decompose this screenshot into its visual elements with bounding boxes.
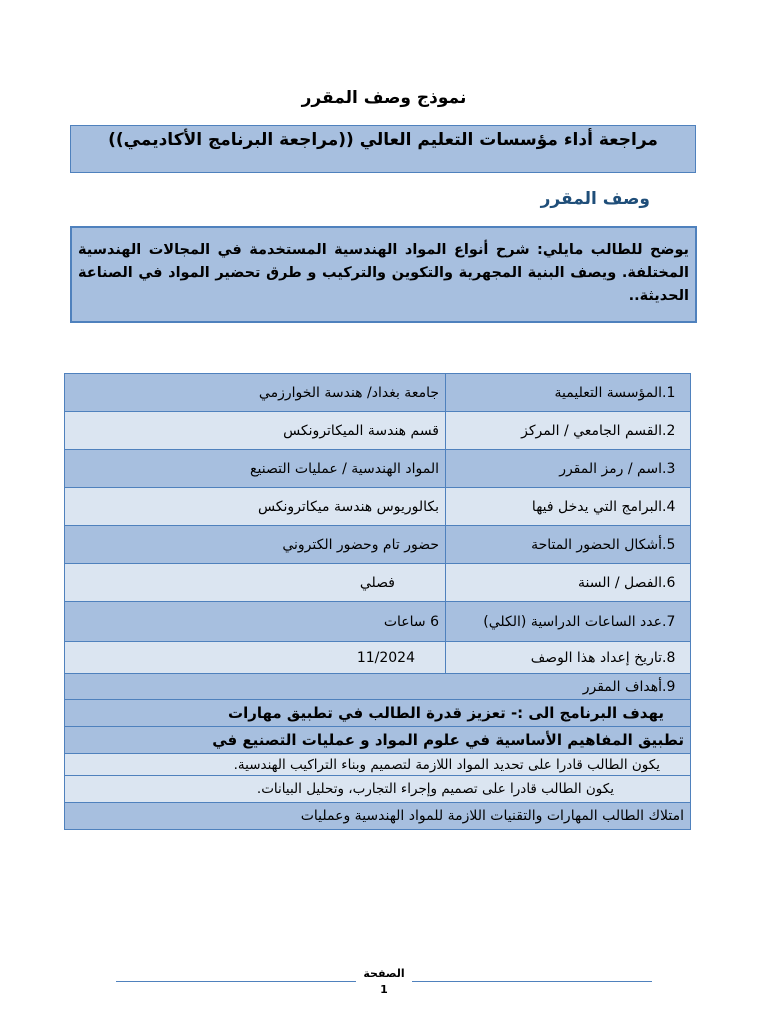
goal-item [65, 727, 691, 754]
program-review-box: مراجعة أداء مؤسسات التعليم العالي ((مراجعة البرنامج الأكاديمي)) [70, 125, 696, 173]
goal-text: امتلاك الطالب المهارات والتقنيات اللازمة للمواد الهندسية وعمليات [65, 803, 691, 830]
row-value: قسم هندسة الميكاترونكس [65, 412, 446, 450]
table-row [65, 564, 691, 602]
footer-divider-right [412, 981, 652, 982]
table-row [65, 602, 691, 642]
goal-text: تطبيق المفاهيم الأساسية في علوم المواد و عمليات التصنيع في [65, 727, 691, 754]
goals-heading: 9.أهداف المقرر [65, 674, 691, 700]
row-label: 5.أشكال الحضور المتاحة [446, 526, 691, 564]
row-label: 1.المؤسسة التعليمية [446, 374, 691, 412]
goal-text: يكون الطالب قادرا على تصميم وإجراء التجارب، وتحليل البيانات. [65, 776, 691, 803]
row-label: 4.البرامج التي يدخل فيها [446, 488, 691, 526]
course-description-heading: وصف المقرر [540, 189, 650, 209]
table-row [65, 642, 691, 674]
page-number: الصفحة 1 [363, 967, 405, 996]
row-label: 6.الفصل / السنة [446, 564, 691, 602]
row-value: المواد الهندسية / عمليات التصنيع [65, 450, 446, 488]
footer-divider-left [116, 981, 356, 982]
document-title: نموذج وصف المقرر [301, 88, 467, 108]
row-value: فصلي [65, 564, 446, 602]
row-value: جامعة بغداد/ هندسة الخوارزمي [65, 374, 446, 412]
row-label: 3.اسم / رمز المقرر [446, 450, 691, 488]
table-row [65, 526, 691, 564]
goal-text: يكون الطالب قادرا على تحديد المواد اللازمة لتصميم وبناء التراكيب الهندسية. [65, 754, 691, 776]
course-info-table [64, 373, 691, 830]
goal-text: يهدف البرنامج الى :- تعزيز قدرة الطالب في تطبيق مهارات [65, 700, 691, 727]
row-label: 2.القسم الجامعي / المركز [446, 412, 691, 450]
row-label: 7.عدد الساعات الدراسية (الكلي) [446, 602, 691, 642]
table-row [65, 374, 691, 412]
table-row [65, 412, 691, 450]
row-value: 6 ساعات [65, 602, 446, 642]
goals-heading-row [65, 674, 691, 700]
goal-item [65, 803, 691, 830]
goal-item [65, 776, 691, 803]
row-value: بكالوريوس هندسة ميكاترونكس [65, 488, 446, 526]
table-row [65, 450, 691, 488]
goal-item [65, 754, 691, 776]
row-value: حضور تام وحضور الكتروني [65, 526, 446, 564]
row-value: 11/2024 [65, 642, 446, 674]
row-label: 8.تاريخ إعداد هذا الوصف [446, 642, 691, 674]
table-row [65, 488, 691, 526]
course-description-box: يوضح للطالب مايلي: شرح أنواع المواد الهندسية المستخدمة في المجالات الهندسية المختلفة. ويصف البنية المجهرية والتكوين والتركيب و طرق تحضير المواد في الصناعة الحديثة.. [70, 226, 697, 323]
goal-item [65, 700, 691, 727]
